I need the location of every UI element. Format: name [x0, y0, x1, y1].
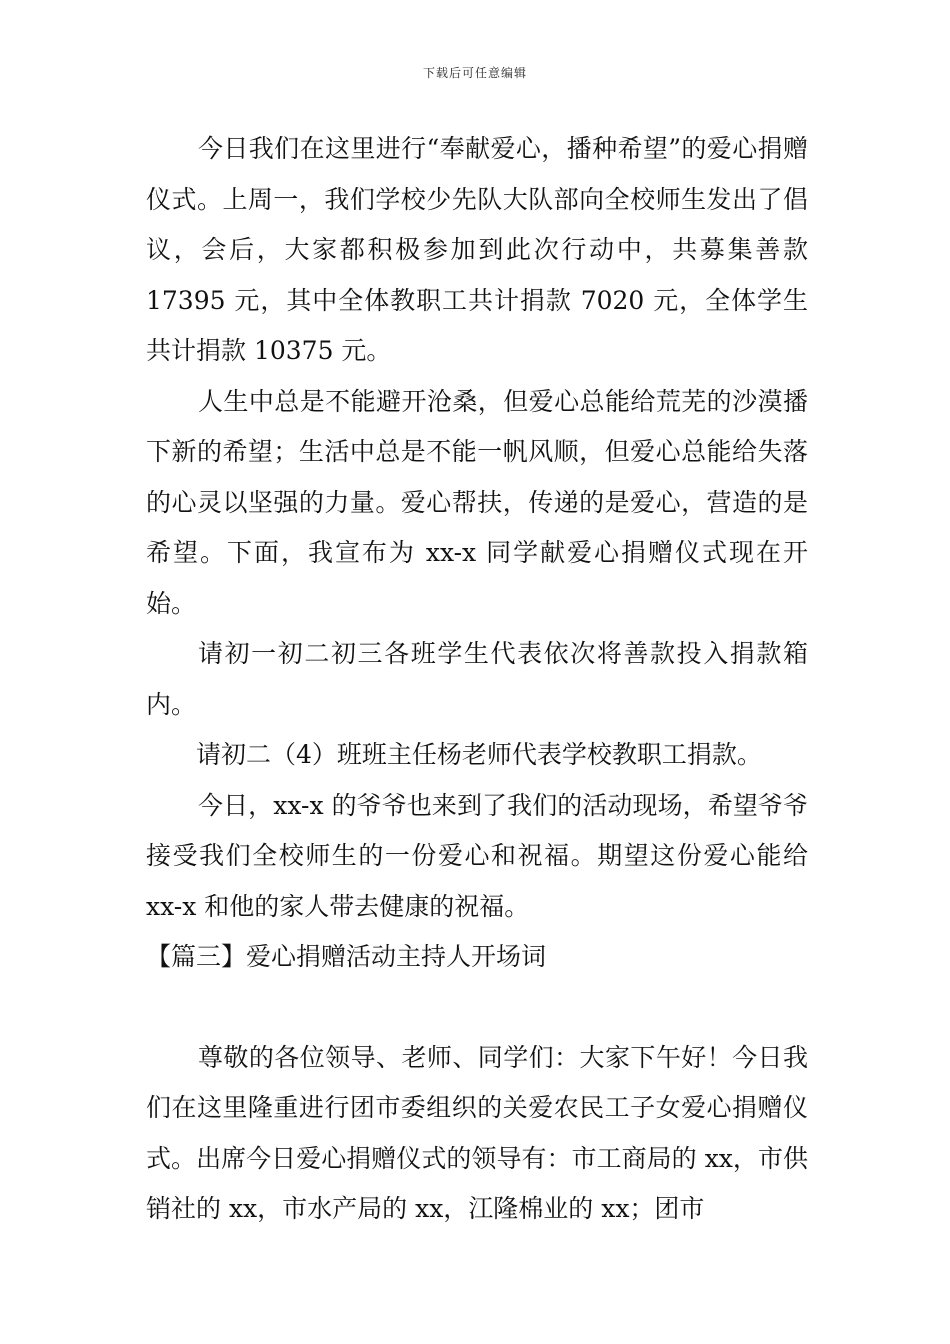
- paragraph-donation-summary: 今日我们在这里进行“奉献爱心，播种希望”的爱心捐赠仪式。上周一，我们学校少先队大队部向全校师生发出了倡议，会后，大家都积极参加到此次行动中，共募集善款 17395 元，其中全体教职工共计捐款 7020 元，全体学生共计捐款 10375 元。: [146, 134, 808, 365]
- page-header-note: 下载后可任意编辑: [422, 66, 527, 80]
- paragraph-grandfather: 今日，xx-x 的爷爷也来到了我们的活动现场，希望爷爷接受我们全校师生的一份爱心和祝福。期望这份爱心能给 xx-x 和他的家人带去健康的祝福。: [146, 790, 808, 921]
- paragraph-love-hope: 人生中总是不能避开沧桑，但爱心总能给荒芜的沙漠播下新的希望；生活中总是不能一帆风顺，但爱心总能给失落的心灵以坚强的力量。爱心帮扶，传递的是爱心，营造的是希望。下面，我宣布为 xx-x 同学献爱心捐赠仪式现在开始。: [146, 386, 808, 618]
- paragraph-teacher-donation: 请初二（4）班班主任杨老师代表学校教职工捐款。: [196, 740, 762, 769]
- paragraph-student-representatives: 请初一初二初三各班学生代表依次将善款投入捐款箱内。: [146, 639, 808, 719]
- section-heading: 【篇三】爱心捐赠活动主持人开场词: [146, 942, 547, 971]
- blank-line: [146, 983, 808, 1033]
- paragraph-opening-remarks: 尊敬的各位领导、老师、同学们：大家下午好！今日我们在这里隆重进行团市委组织的关爱农民工子女爱心捐赠仪式。出席今日爱心捐赠仪式的领导有：市工商局的 xx，市供销社的 xx，市水产局的 xx，江隆棉业的 xx；团市: [146, 1042, 808, 1223]
- document-body: [146, 124, 808, 1235]
